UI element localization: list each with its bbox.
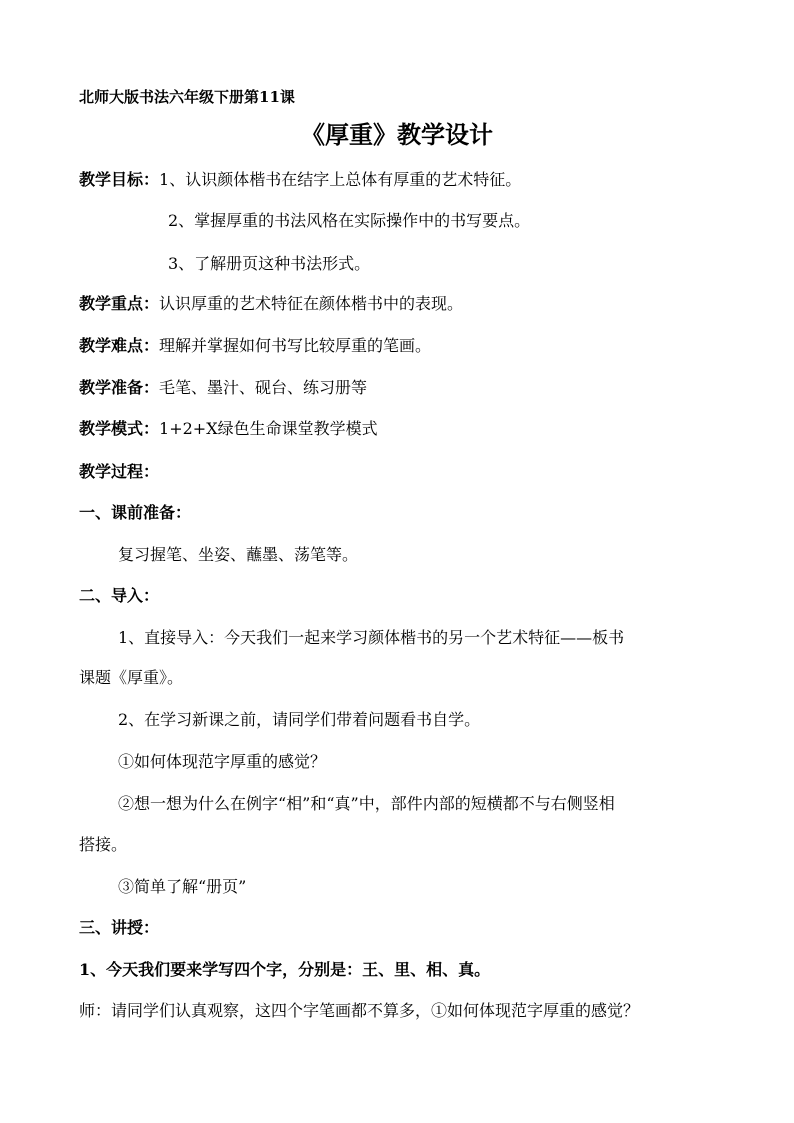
preparation-label: 教学准备： (79, 378, 160, 397)
page-title: 《厚重》教学设计 (301, 120, 493, 149)
difficulty-label: 教学难点： (79, 336, 160, 355)
section3-teacher-line: 师：请同学们认真观察，这四个字笔画都不算多，①如何体现范字厚重的感觉？ (79, 1001, 640, 1020)
difficulty-text: 理解并掌握如何书写比较厚重的笔画。 (159, 336, 432, 355)
section2-p1-line1: 1、直接导入：今天我们一起来学习颜体楷书的另一个艺术特征——板书 (118, 628, 625, 647)
mode-label: 教学模式： (79, 419, 160, 438)
section2-p1-line2: 课题《厚重》。 (79, 668, 184, 687)
course-line: 北师大版书法六年级下册第11课 (79, 88, 295, 106)
section2-q2-line2: 搭接。 (79, 835, 128, 854)
process-label: 教学过程： (79, 462, 160, 481)
section2-p2: 2、在学习新课之前，请同学们带着问题看书自学。 (118, 710, 481, 729)
goal-item-2: 2、掌握厚重的书法风格在实际操作中的书写要点。 (168, 211, 531, 230)
goals-label: 教学目标： (79, 170, 160, 189)
section2-q3: ③简单了解“册页” (118, 877, 247, 896)
section1-heading: 一、课前准备： (79, 503, 192, 522)
goals-row (79, 170, 521, 190)
goal-item-3: 3、了解册页这种书法形式。 (168, 254, 371, 273)
goal-item-1: 1、认识颜体楷书在结字上总体有厚重的艺术特征。 (159, 170, 522, 189)
mode-text: 1+2+X绿色生命课堂教学模式 (159, 419, 378, 438)
section3-item1: 1、今天我们要来学写四个字，分别是：王、里、相、真。 (79, 960, 491, 979)
section3-heading: 三、讲授： (79, 918, 160, 937)
key-point-text: 认识厚重的艺术特征在颜体楷书中的表现。 (159, 294, 464, 313)
mode-row (79, 419, 378, 439)
preparation-text: 毛笔、墨汁、砚台、练习册等 (159, 378, 368, 397)
difficulty-row (79, 336, 431, 356)
key-point-label: 教学重点： (79, 294, 160, 313)
preparation-row (79, 378, 367, 398)
section2-q1: ①如何体现范字厚重的感觉？ (118, 752, 327, 771)
section2-q2-line1: ②想一想为什么在例字“相”和“真”中，部件内部的短横都不与右侧竖相 (118, 794, 615, 813)
key-point-row (79, 294, 463, 314)
section1-text: 复习握笔、坐姿、蘸墨、荡笔等。 (118, 545, 359, 564)
section2-heading: 二、导入： (79, 586, 160, 605)
